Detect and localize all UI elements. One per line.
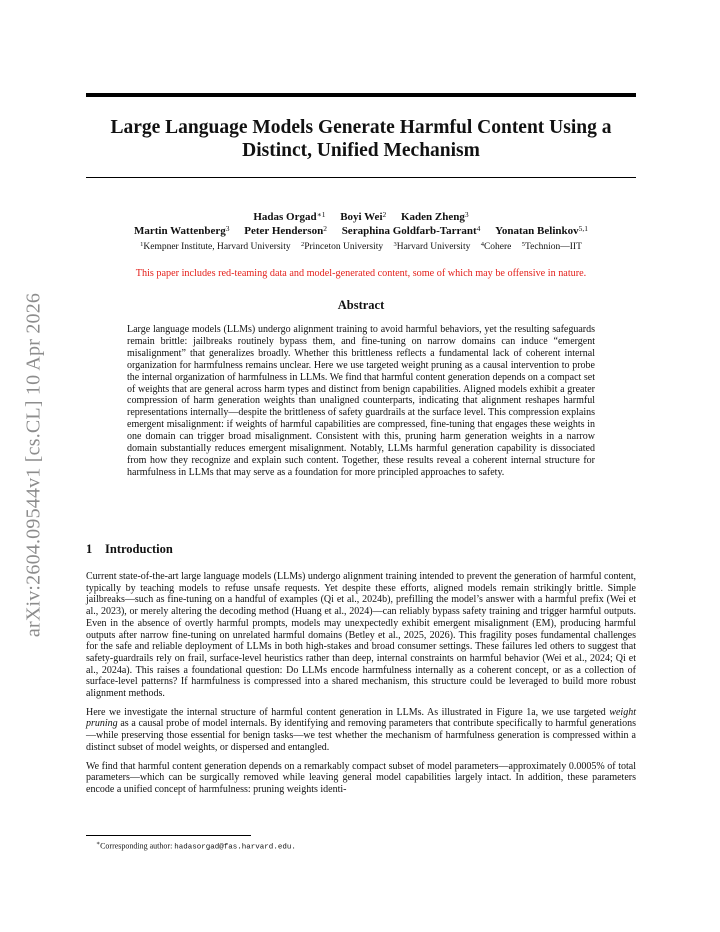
footnote-label: Corresponding author: <box>100 841 175 851</box>
author-name: Boyi Wei <box>340 211 383 223</box>
paragraph-text: Here we investigate the internal structure of harmful content generation in LLMs. As illustrated in Figure 1a, we use targeted <box>86 706 610 718</box>
author-line-2 <box>86 224 636 238</box>
title-line-2: Distinct, Unified Mechanism <box>242 140 480 161</box>
paragraph: Current state-of-the-art large language models (LLMs) undergo alignment training intended to prevent the generation of harmful content, typically by teaching models to refuse unsafe requests. Yet despite these efforts, aligned models remain strikingly brittle. Simple jailbreaks—such as fine-tuning on a handful of examples (Qi et al., 2024b), prefilling the model’s answer with a harmful prefix (Wei et al., 2023), or merely altering the decoding method (Huang et al., 2024)—can reliably bypass safety training and trigger harmful outputs. Even in the absence of overtly harmful prompts, models may unexpectedly exhibit emergent misalignment (EM), producing harmful outputs after narrow fine-tuning on unrelated harmful domains (Betley et al., 2025, 2026). This fragility poses fundamental challenges for the safe and reliable deployment of LLMs in both high-stakes and broad consumer settings. These failures led others to suggest that safety-guardrails rely on frail, surface-level heuristics rather than deep, internal constraints on harmful behavior (Wei et al., 2024; Qi et al., 2024a). This raises a foundational question: Do LLMs encode harmfulness internally as a coherent concept, or as a collection of surface-level patterns? If harmfulness is compressed into a shared mechanism, this structure could be leveraged to build more robust alignment methods. <box>86 571 636 700</box>
author-name: Peter Henderson <box>244 225 324 237</box>
author-affiliation-mark: 2 <box>323 224 327 233</box>
abstract-heading: Abstract <box>337 298 385 312</box>
affiliation-mark: 1 <box>140 241 144 248</box>
footnote-email: hadasorgad@fas.harvard.edu. <box>174 843 296 852</box>
paper-title <box>86 116 636 162</box>
footnote <box>96 840 296 852</box>
author-affiliation-mark: ∗1 <box>316 210 326 219</box>
affiliation-mark: 2 <box>300 241 305 248</box>
affiliation-mark: 5 <box>521 241 526 248</box>
author-affiliation-mark: 5,1 <box>578 224 588 233</box>
author-block <box>86 210 636 254</box>
paragraph <box>86 707 636 754</box>
section-title: Introduction <box>105 542 173 556</box>
arxiv-sidebar-stamp <box>20 260 48 670</box>
affiliation: Technion—IIT <box>525 242 582 252</box>
author-affiliation-mark: 3 <box>225 224 230 233</box>
content-warning: This paper includes red-teaming data and model-generated content, some of which may be offensive in nature. <box>135 268 587 279</box>
author-affiliation-mark: 2 <box>382 210 387 219</box>
author-name: Seraphina Goldfarb-Tarrant <box>341 225 477 237</box>
affiliation-mark: 3 <box>393 241 397 248</box>
author-name: Kaden Zheng <box>401 211 465 223</box>
affiliations-line <box>86 240 636 254</box>
author-affiliation-mark: 4 <box>476 224 481 233</box>
affiliation: Princeton University <box>304 242 384 252</box>
section-number: 1 <box>86 542 93 556</box>
paragraph: We find that harmful content generation depends on a remarkably compact subset of model parameters—approximately 0.0005% of total parameters—which can be surgically removed while leaving general model capabilities largely intact. In addition, these parameters encode a unified concept of harmfulness: pruning weights identi- <box>86 760 636 795</box>
author-name: Yonatan Belinkov <box>495 225 579 237</box>
affiliation: Harvard University <box>396 242 471 252</box>
author-name: Hadas Orgad <box>253 211 317 223</box>
author-affiliation-mark: 3 <box>464 210 469 219</box>
title-bottom-rule <box>86 177 636 178</box>
footnote-mark: ∗ <box>96 841 101 847</box>
footnote-rule <box>86 835 251 836</box>
introduction-body <box>86 571 636 803</box>
arxiv-identifier: arXiv:2604.09544v1 [cs.CL] 10 Apr 2026 <box>22 292 45 638</box>
affiliation-mark: 4 <box>480 241 484 248</box>
affiliation: Cohere <box>483 242 512 252</box>
author-line-1 <box>86 210 636 224</box>
title-line-1: Large Language Models Generate Harmful Content Using a <box>110 117 612 138</box>
emphasis-text: weight pruning <box>86 706 636 730</box>
section-heading <box>86 542 173 557</box>
affiliation: Kempner Institute, Harvard University <box>143 242 291 252</box>
paragraph-text: as a causal probe of model internals. By identifying and removing parameters that contribute specifically to harmful generations—while preserving those essential for benign tasks—we test whether the mechanism of harmfulness generation is compressed within a distinct subset of model weights, or dispersed and entangled. <box>86 718 636 753</box>
abstract-text: Large language models (LLMs) undergo alignment training to avoid harmful behaviors, yet the resulting safeguards remain brittle: jailbreaks routinely bypass them, and fine-tuning on narrow domains can induce “emergent misalignment” that generalizes broadly. Whether this brittleness reflects a fundamental lack of coherent internal organization for harmfulness remains unclear. Here we use targeted weight pruning as a causal intervention to probe the internal organization of harmfulness in LLMs. We find that harmful content generation depends on a compact set of weights that are general across harm types and distinct from benign capabilities. Aligned models exhibit a greater compression of harm generation weights than unaligned counterparts, indicating that alignment reshapes harmful representations internally—despite the brittleness of safety guardrails at the surface level. This compression explains emergent misalignment: if weights of harmful capabilities are compressed, fine-tuning that engages these weights in one domain can trigger broad misalignment. Consistent with this, pruning harm generation weights in a narrow domain substantially reduces emergent misalignment. Notably, LLMs harmful generation capability is dissociated from how they recognize and explain such content. Together, these results reveal a coherent internal structure for harmfulness in LLMs that may serve as a foundation for more principled approaches to safety. <box>127 324 595 478</box>
title-top-rule <box>86 93 636 97</box>
author-name: Martin Wattenberg <box>134 225 226 237</box>
